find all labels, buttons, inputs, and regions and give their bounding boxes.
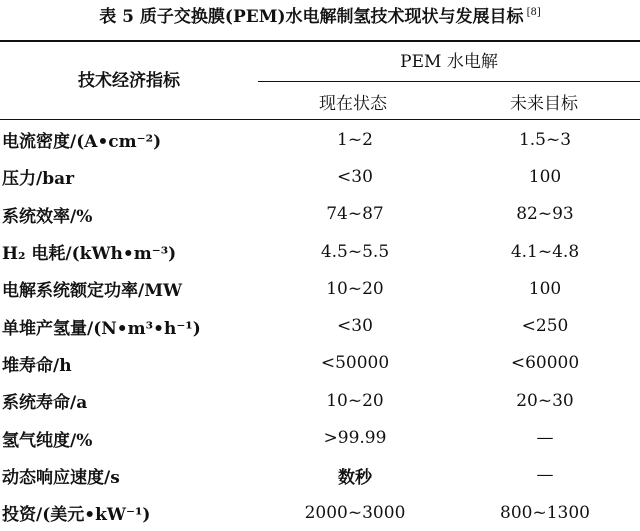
row-indicator: 氢气纯度/% xyxy=(2,430,93,451)
table-row xyxy=(0,419,640,456)
row-target-value: 20~30 xyxy=(516,390,574,411)
table-row xyxy=(0,158,640,195)
top-rule xyxy=(0,40,640,42)
data-table xyxy=(0,121,640,531)
table-row xyxy=(0,307,640,344)
table-row xyxy=(0,196,640,233)
row-current-value: 74~87 xyxy=(326,204,384,225)
row-indicator: 堆寿命/h xyxy=(2,355,72,376)
table-row xyxy=(0,233,640,270)
header-current-state: 现在状态 xyxy=(319,94,387,114)
table-row xyxy=(0,270,640,307)
row-target-value: <250 xyxy=(521,316,569,337)
row-indicator: 动态响应速度/s xyxy=(2,467,120,488)
row-target-value: 100 xyxy=(528,278,562,299)
table-row xyxy=(0,345,640,382)
table-row xyxy=(0,382,640,419)
row-indicator: 压力/bar xyxy=(2,169,75,190)
table-body xyxy=(0,121,640,531)
row-current-value: <30 xyxy=(337,166,373,187)
row-indicator: 投资/(美元•kW⁻¹) xyxy=(2,505,151,526)
row-target-value: 4.1~4.8 xyxy=(510,241,580,262)
row-target-value: 100 xyxy=(528,166,562,187)
header-group-pem: PEM 水电解 xyxy=(400,52,498,72)
row-target-value: 800~1300 xyxy=(500,502,590,523)
row-target-value: 1.5~3 xyxy=(518,129,572,150)
row-current-value: 2000~3000 xyxy=(304,502,406,523)
row-target-value: — xyxy=(536,465,554,486)
row-current-value: 数秒 xyxy=(338,467,372,488)
table-title: 表 5 质子交换膜(PEM)水电解制氢技术现状与发展目标 xyxy=(99,7,524,27)
row-current-value: 1~2 xyxy=(337,129,373,150)
row-current-value: 4.5~5.5 xyxy=(320,241,390,262)
row-indicator: 电流密度/(A•cm⁻²) xyxy=(2,132,162,153)
table-caption xyxy=(0,2,640,27)
table-row xyxy=(0,494,640,531)
row-current-value: 10~20 xyxy=(326,390,384,411)
header-indicator: 技术经济指标 xyxy=(78,71,180,91)
header-bottom-rule xyxy=(0,119,640,120)
group-underline xyxy=(258,81,640,82)
row-current-value: <50000 xyxy=(320,353,390,374)
header-future-target: 未来目标 xyxy=(510,94,578,114)
table-row xyxy=(0,457,640,494)
table-row xyxy=(0,121,640,158)
row-indicator: H₂ 电耗/(kWh•m⁻³) xyxy=(2,244,177,265)
row-indicator: 单堆产氢量/(N•m³•h⁻¹) xyxy=(2,318,201,339)
row-indicator: 系统效率/% xyxy=(2,206,93,227)
row-target-value: — xyxy=(536,428,554,449)
row-target-value: <60000 xyxy=(510,353,580,374)
row-indicator: 系统寿命/a xyxy=(2,393,88,414)
row-current-value: <30 xyxy=(337,316,373,337)
row-current-value: 10~20 xyxy=(326,278,384,299)
row-indicator: 电解系统额定功率/MW xyxy=(2,281,183,302)
row-target-value: 82~93 xyxy=(516,204,574,225)
row-current-value: >99.99 xyxy=(323,428,387,449)
reference-mark: [8] xyxy=(526,7,541,19)
